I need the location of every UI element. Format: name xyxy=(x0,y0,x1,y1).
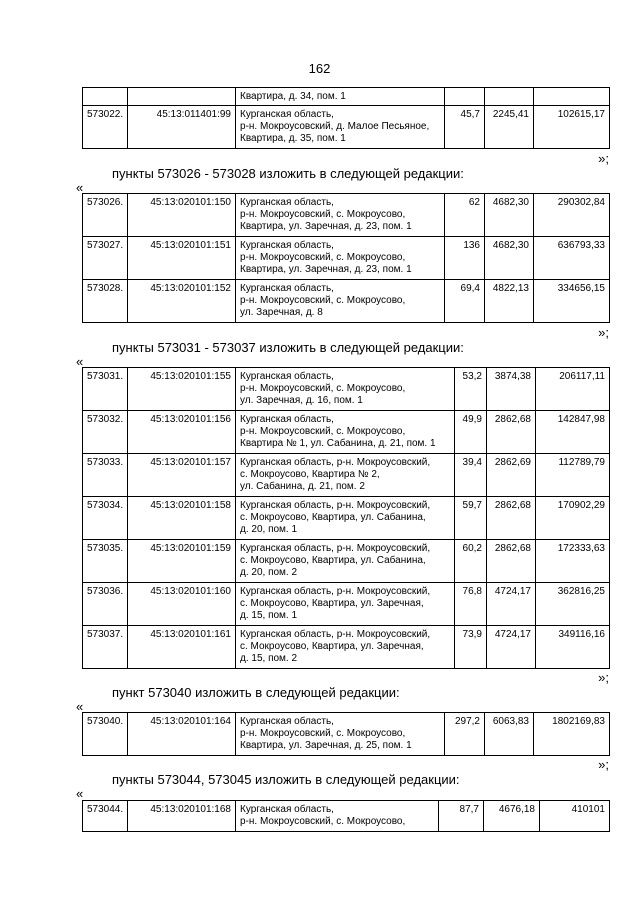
cadastral-value: 362816,25 xyxy=(536,583,610,626)
area: 87,7 xyxy=(439,801,484,832)
cadastral-number: 45:13:020101:160 xyxy=(128,583,236,626)
cadastral-number xyxy=(128,88,236,106)
item-number: 573037. xyxy=(83,626,128,669)
area: 59,7 xyxy=(455,497,487,540)
table-row xyxy=(83,626,610,669)
cadastral-number: 45:13:020101:168 xyxy=(128,801,236,832)
table-row xyxy=(83,194,610,237)
address: Курганская область, р-н. Мокроусовский, с. Мокроусово, Квартира, ул. Заречная, д. 23, пом. 1 xyxy=(236,194,445,237)
item-number: 573031. xyxy=(83,368,128,411)
item-number: 573035. xyxy=(83,540,128,583)
cadastral-value: 349116,16 xyxy=(536,626,610,669)
closing-quote: »; xyxy=(598,757,609,772)
cadastral-value: 1802169,83 xyxy=(534,713,610,756)
specific-value: 6063,83 xyxy=(485,713,534,756)
opening-quote: « xyxy=(76,354,84,369)
cadastral-number: 45:13:020101:152 xyxy=(128,280,236,323)
specific-value: 2862,68 xyxy=(487,411,536,454)
opening-quote: « xyxy=(76,180,84,195)
table-row xyxy=(83,237,610,280)
cadastral-value: 170902,29 xyxy=(536,497,610,540)
cadastral-number: 45:13:020101:158 xyxy=(128,497,236,540)
area: 60,2 xyxy=(455,540,487,583)
cadastral-value: 206117,11 xyxy=(536,368,610,411)
registry-table xyxy=(82,800,610,832)
cadastral-number: 45:13:020101:156 xyxy=(128,411,236,454)
item-number: 573036. xyxy=(83,583,128,626)
address: Курганская область, р-н. Мокроусовский, с. Мокроусово, ул. Заречная, д. 16, пом. 1 xyxy=(236,368,455,411)
item-number: 573033. xyxy=(83,454,128,497)
area: 76,8 xyxy=(455,583,487,626)
cadastral-value: 334656,15 xyxy=(534,280,610,323)
address: Курганская область, р-н. Мокроусовский, с. Мокроусово, Квартира № 2, ул. Сабанина, д. 21, пом. 2 xyxy=(236,454,455,497)
cadastral-value: 636793,33 xyxy=(534,237,610,280)
instruction-text: пункты 573044, 573045 изложить в следующей редакции: xyxy=(112,772,460,787)
specific-value: 4822,13 xyxy=(485,280,534,323)
address: Курганская область, р-н. Мокроусовский, с. Мокроусово, ул. Заречная, д. 8 xyxy=(236,280,445,323)
cadastral-number: 45:13:020101:155 xyxy=(128,368,236,411)
cadastral-number: 45:13:020101:151 xyxy=(128,237,236,280)
item-number: 573028. xyxy=(83,280,128,323)
table-row xyxy=(83,540,610,583)
address: Курганская область, р-н. Мокроусовский, с. Мокроусово, Квартира, ул. Заречная, д. 15, пом. 2 xyxy=(236,626,455,669)
specific-value: 4676,18 xyxy=(484,801,540,832)
item-number: 573026. xyxy=(83,194,128,237)
area: 297,2 xyxy=(445,713,485,756)
closing-quote: »; xyxy=(598,325,609,340)
specific-value: 4682,30 xyxy=(485,194,534,237)
cadastral-value: 112789,79 xyxy=(536,454,610,497)
address: Квартира, д. 34, пом. 1 xyxy=(236,88,445,106)
specific-value: 2862,68 xyxy=(487,497,536,540)
instruction-text: пункты 573031 - 573037 изложить в следующей редакции: xyxy=(112,340,464,355)
specific-value: 2245,41 xyxy=(485,106,534,149)
area xyxy=(445,88,485,106)
area: 45,7 xyxy=(445,106,485,149)
cadastral-number: 45:13:020101:159 xyxy=(128,540,236,583)
cadastral-number: 45:13:011401:99 xyxy=(128,106,236,149)
cadastral-number: 45:13:020101:161 xyxy=(128,626,236,669)
address: Курганская область, р-н. Мокроусовский, д. Малое Песьяное, Квартира, д. 35, пом. 1 xyxy=(236,106,445,149)
registry-table-continuation xyxy=(82,87,610,149)
address: Курганская область, р-н. Мокроусовский, с. Мокроусово, Квартира, ул. Заречная, д. 15, пом. 1 xyxy=(236,583,455,626)
item-number: 573044. xyxy=(83,801,128,832)
registry-table xyxy=(82,193,610,323)
page-number: 162 xyxy=(308,61,331,76)
item-number: 573027. xyxy=(83,237,128,280)
table-row xyxy=(83,801,610,832)
item-number xyxy=(83,88,128,106)
table-row xyxy=(83,583,610,626)
area: 62 xyxy=(445,194,485,237)
area: 53,2 xyxy=(455,368,487,411)
table-row xyxy=(83,88,610,106)
specific-value: 2862,69 xyxy=(487,454,536,497)
cadastral-number: 45:13:020101:150 xyxy=(128,194,236,237)
cadastral-value: 290302,84 xyxy=(534,194,610,237)
closing-quote: »; xyxy=(598,670,609,685)
table-row xyxy=(83,497,610,540)
table-row xyxy=(83,368,610,411)
item-number: 573022. xyxy=(83,106,128,149)
cadastral-value: 142847,98 xyxy=(536,411,610,454)
instruction-text: пункты 573026 - 573028 изложить в следующей редакции: xyxy=(112,166,464,181)
area: 69,4 xyxy=(445,280,485,323)
item-number: 573040. xyxy=(83,713,128,756)
address: Курганская область, р-н. Мокроусовский, с. Мокроусово, Квартира, ул. Сабанина, д. 20, пом. 1 xyxy=(236,497,455,540)
area: 39,4 xyxy=(455,454,487,497)
table-row xyxy=(83,713,610,756)
registry-table xyxy=(82,712,610,756)
address: Курганская область, р-н. Мокроусовский, с. Мокроусово, xyxy=(236,801,439,832)
instruction-text: пункт 573040 изложить в следующей редакции: xyxy=(112,685,400,700)
specific-value: 4724,17 xyxy=(487,583,536,626)
table-row xyxy=(83,454,610,497)
table-row xyxy=(83,411,610,454)
specific-value: 3874,38 xyxy=(487,368,536,411)
address: Курганская область, р-н. Мокроусовский, с. Мокроусово, Квартира, ул. Заречная, д. 23, пом. 1 xyxy=(236,237,445,280)
opening-quote: « xyxy=(76,786,84,801)
cadastral-number: 45:13:020101:164 xyxy=(128,713,236,756)
address: Курганская область, р-н. Мокроусовский, с. Мокроусово, Квартира, ул. Заречная, д. 25, пом. 1 xyxy=(236,713,445,756)
registry-table xyxy=(82,367,610,669)
specific-value: 2862,68 xyxy=(487,540,536,583)
cadastral-number: 45:13:020101:157 xyxy=(128,454,236,497)
area: 73,9 xyxy=(455,626,487,669)
specific-value: 4682,30 xyxy=(485,237,534,280)
cadastral-value: 102615,17 xyxy=(534,106,610,149)
specific-value xyxy=(485,88,534,106)
cadastral-value: 172333,63 xyxy=(536,540,610,583)
address: Курганская область, р-н. Мокроусовский, с. Мокроусово, Квартира, ул. Сабанина, д. 20, пом. 2 xyxy=(236,540,455,583)
cadastral-value: 410101 xyxy=(540,801,610,832)
closing-quote: »; xyxy=(598,151,609,166)
item-number: 573034. xyxy=(83,497,128,540)
cadastral-value xyxy=(534,88,610,106)
specific-value: 4724,17 xyxy=(487,626,536,669)
table-row xyxy=(83,280,610,323)
item-number: 573032. xyxy=(83,411,128,454)
area: 49,9 xyxy=(455,411,487,454)
opening-quote: « xyxy=(76,699,84,714)
address: Курганская область, р-н. Мокроусовский, с. Мокроусово, Квартира № 1, ул. Сабанина, д. 21, пом. 1 xyxy=(236,411,455,454)
area: 136 xyxy=(445,237,485,280)
table-row xyxy=(83,106,610,149)
